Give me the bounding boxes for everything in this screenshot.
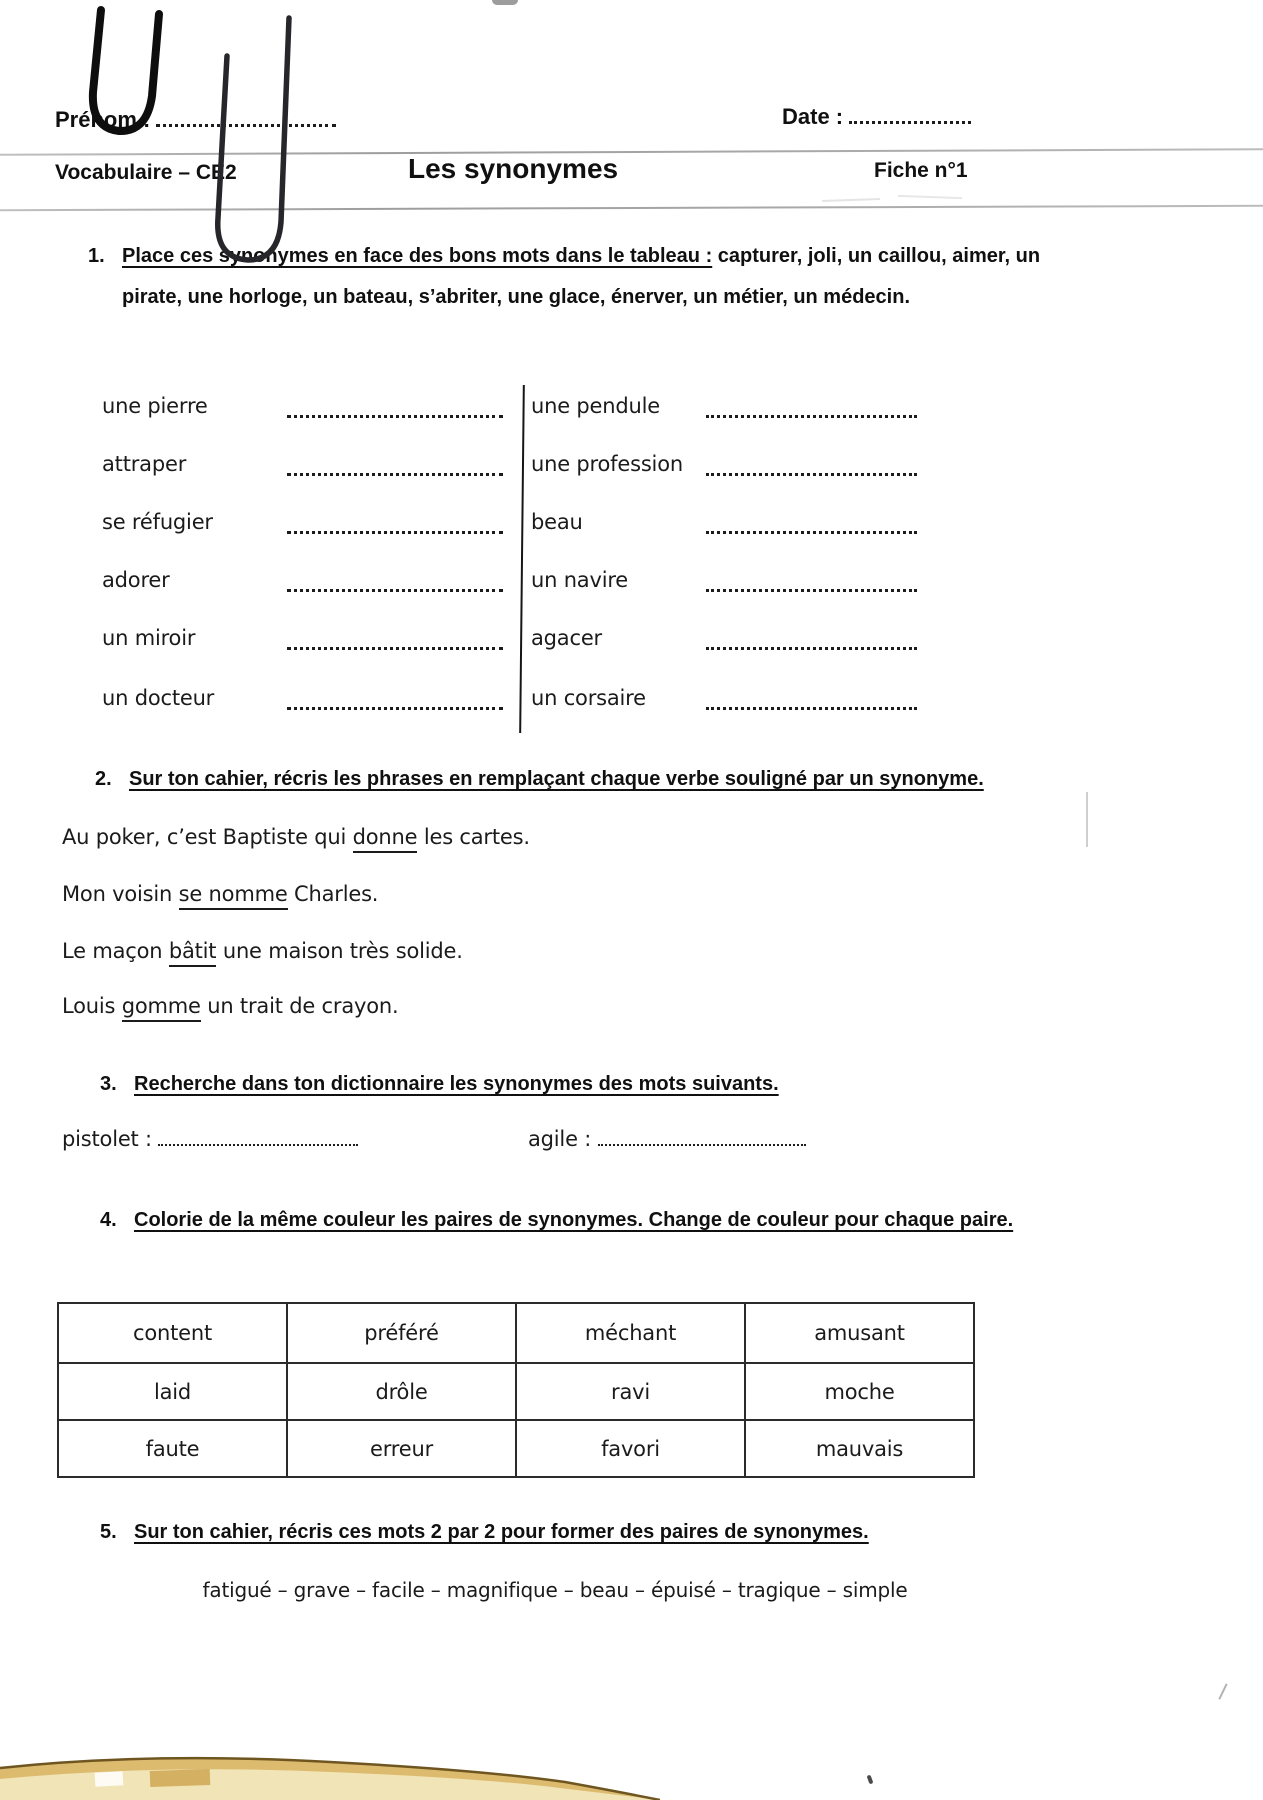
answer-line [287, 626, 503, 650]
underlined-verb: gomme [122, 994, 201, 1022]
exercise-2-instruction: Sur ton cahier, récris les phrases en remplaçant chaque verbe souligné par un synonyme. [129, 768, 984, 790]
table-cell: erreur [286, 1421, 515, 1476]
answer-line [287, 394, 503, 418]
exercise-4-instruction: Colorie de la même couleur les paires de synonymes. Change de couleur pour chaque paire. [134, 1209, 1014, 1231]
answer-line [598, 1126, 806, 1146]
match-row [0, 564, 1010, 622]
exercise-1-number: 1. [88, 245, 105, 267]
lookup-item [62, 1126, 358, 1151]
answer-line [706, 452, 917, 476]
match-row [0, 448, 1010, 506]
sentence [62, 991, 398, 1021]
exercise-5-instruction: Sur ton cahier, récris ces mots 2 par 2 pour former des paires de synonymes. [134, 1521, 869, 1543]
table-cell: content [132, 1321, 212, 1345]
match-word-left: un miroir [102, 626, 196, 650]
synonym-color-table [57, 1302, 975, 1478]
sentence-text: Charles. [287, 882, 379, 906]
exercise-1-word-bank: capturer, joli, un caillou, aimer, un pirate, une horloge, un bateau, s’abriter, une glace, énerver, un métier, un médecin. [122, 245, 1041, 308]
match-word-left: adorer [102, 568, 170, 592]
table-cell: laid [153, 1379, 192, 1404]
table-cell: méchant [515, 1304, 744, 1362]
scan-artifact [822, 198, 880, 202]
exercise-3-number: 3. [100, 1073, 117, 1095]
table-cell: faute [145, 1436, 200, 1461]
exercise-4-number: 4. [100, 1209, 117, 1231]
answer-line [706, 510, 917, 534]
match-word-left: se réfugier [102, 510, 213, 534]
table-row [59, 1419, 973, 1476]
match-word-right: agacer [531, 626, 602, 650]
underlined-verb: bâtit [169, 939, 217, 967]
sentence-text: les cartes. [417, 825, 530, 849]
table-cell: préféré [286, 1304, 515, 1362]
word-pair-list: fatigué – grave – facile – magnifique – beau – épuisé – tragique – simple [202, 1578, 908, 1602]
scan-artifact [867, 1775, 874, 1785]
date-label: Date : [782, 103, 844, 129]
date-answer-line [849, 103, 971, 124]
sentence-text: Le maçon [62, 939, 169, 963]
answer-line [158, 1126, 358, 1146]
exercise-1-instruction-underlined: Place ces synonymes en face des bons mots dans le tableau : [122, 245, 713, 267]
exercise-5-number: 5. [100, 1521, 117, 1543]
fiche-number: Fiche n°1 [874, 159, 968, 182]
table-cell: moche [744, 1364, 973, 1419]
answer-line [287, 568, 503, 592]
scan-artifact [1218, 1683, 1227, 1699]
table-row [59, 1304, 973, 1362]
exercise-5 [100, 1518, 869, 1546]
sentence-text: Au poker, c’est Baptiste qui [62, 825, 353, 849]
answer-line [287, 510, 503, 534]
table-cell: mauvais [744, 1421, 973, 1476]
scan-artifact [1086, 792, 1088, 847]
underlined-verb: donne [353, 825, 418, 853]
match-row [0, 506, 1010, 564]
sentence-text: Louis [62, 994, 122, 1018]
scan-artifact [898, 195, 962, 199]
match-word-left: une pierre [102, 394, 208, 418]
match-word-right: beau [531, 510, 583, 534]
answer-line [706, 686, 917, 710]
answer-line [287, 686, 503, 710]
sentence [62, 822, 530, 852]
match-word-right: un corsaire [531, 686, 646, 710]
match-row [0, 622, 1010, 680]
answer-line [706, 626, 917, 650]
prenom-label: Prénom : [55, 106, 151, 132]
lookup-word: agile : [528, 1126, 592, 1151]
sentence-text: une maison très solide. [216, 939, 463, 963]
sentence [62, 879, 378, 909]
scan-artifact [492, 0, 518, 5]
underlined-verb: se nomme [179, 882, 288, 910]
exercise-2 [95, 765, 984, 793]
match-word-right: une profession [531, 452, 683, 476]
exercise-3-instruction: Recherche dans ton dictionnaire les synonymes des mots suivants. [134, 1073, 779, 1095]
table-cell: favori [515, 1421, 744, 1476]
exercise-3 [100, 1070, 779, 1098]
paperclip-icon [55, 0, 315, 290]
exercise-2-number: 2. [95, 768, 112, 790]
page-title: Les synonymes [408, 153, 619, 184]
sentence-text: un trait de crayon. [200, 994, 399, 1018]
answer-line [287, 452, 503, 476]
match-row [0, 682, 1010, 740]
match-word-right: une pendule [531, 394, 660, 418]
exercise-4 [100, 1200, 1034, 1241]
date-field [782, 103, 971, 130]
table-cell: ravi [515, 1364, 744, 1419]
answer-line [706, 568, 917, 592]
match-word-right: un navire [531, 568, 629, 592]
match-word-left: attraper [102, 452, 187, 476]
answer-line [706, 394, 917, 418]
paper-edge-object [0, 1752, 660, 1800]
match-word-left: un docteur [102, 686, 215, 710]
lookup-item [528, 1126, 806, 1151]
subject-label: Vocabulaire – CE2 [55, 161, 237, 184]
match-row [0, 390, 1010, 448]
sentence [62, 936, 463, 966]
sentence-text: Mon voisin [62, 882, 179, 906]
table-row [59, 1362, 973, 1419]
table-cell: drôle [286, 1364, 515, 1419]
table-cell: amusant [744, 1304, 973, 1362]
lookup-word: pistolet : [62, 1126, 152, 1151]
